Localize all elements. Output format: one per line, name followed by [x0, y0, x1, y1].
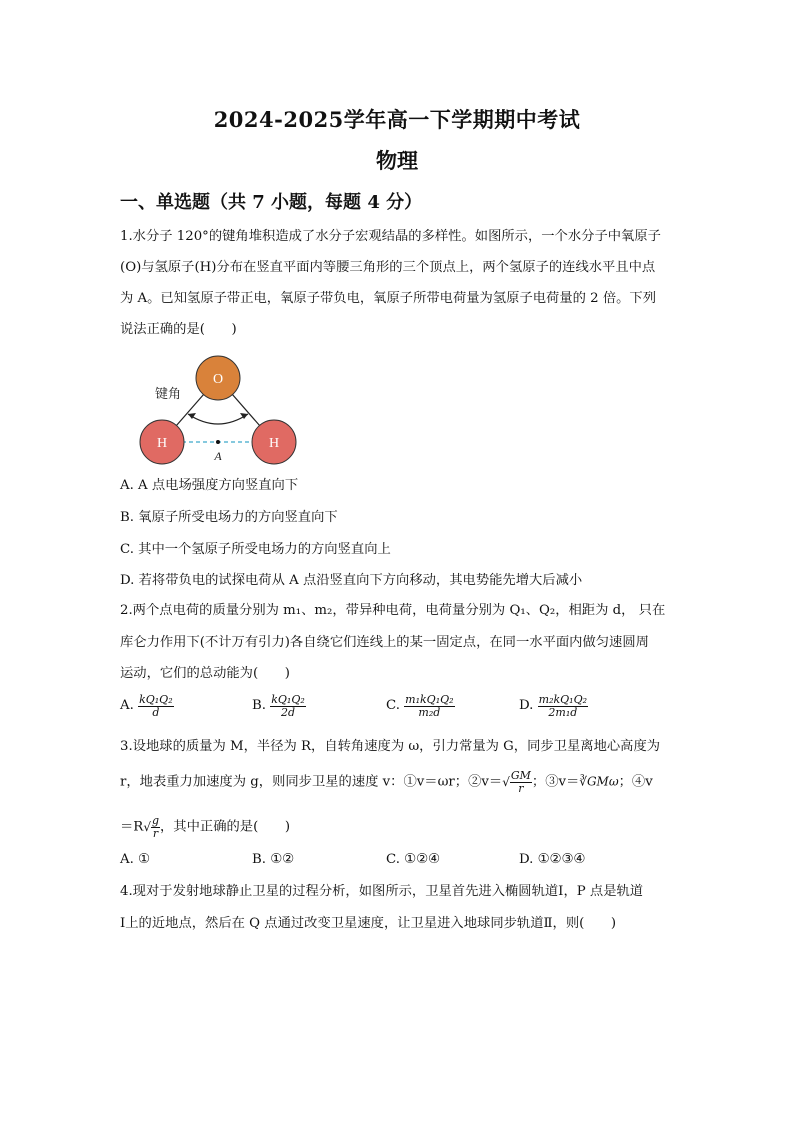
bond-angle-arc — [188, 414, 248, 424]
q1-line-2: (O)与氢原子(H)分布在竖直平面内等腰三角形的三个顶点上，两个氢原子的连线水平且中点 — [120, 260, 656, 275]
q3-line-3-part-a: ＝R — [120, 819, 144, 835]
bond-angle-label: 键角 — [154, 387, 182, 402]
water-molecule-figure — [118, 350, 318, 465]
q2-line-1: 2.两个点电荷的质量分别为 m₁、m₂，带异种电荷，电荷量分别为 Q₁、Q₂，相距为 d， 只在 — [120, 603, 666, 618]
q3-option-b: B. ①② — [252, 852, 295, 867]
q2-option-a-num: kQ₁Q₂ — [139, 693, 173, 706]
q3-fraction-g-r-num: g — [151, 814, 160, 827]
q1-line-3: 为 A。已知氢原子带正电，氧原子带负电，氧原子所带电荷量为氢原子电荷量的 2 倍。下列 — [120, 291, 657, 306]
q3-line-3-part-b: ，其中正确的是( ) — [160, 819, 291, 835]
q2-option-c — [386, 694, 455, 718]
q4-line-1: 4.现对于发射地球静止卫星的过程分析，如图所示，卫星首先进入椭圆轨道Ⅰ，P 点是轨道 — [120, 884, 644, 899]
q2-line-2: 库仑力作用下(不计万有引力)各自绕它们连线上的某一固定点，在同一水平面内做匀速圆周 — [120, 635, 649, 650]
q2-option-b-fraction — [270, 694, 306, 718]
q2-option-c-fraction — [404, 694, 454, 718]
sqrt-gm-over-r: √ $\frac{GM}{r}$ — [502, 769, 531, 795]
q2-option-a-label: A. — [120, 698, 134, 714]
q2-option-d — [519, 694, 588, 718]
q3-fraction-g-r — [151, 815, 160, 839]
q2-option-a-den: d — [152, 705, 160, 719]
q3-line-2-part-c: ；④v — [618, 774, 653, 790]
q1-line-4: 说法正确的是( ) — [120, 322, 237, 337]
q3-option-d: D. ①②③④ — [519, 852, 586, 867]
q2-option-b-num: kQ₁Q₂ — [271, 693, 305, 706]
oxygen-label: O — [212, 372, 224, 387]
q1-line-1: 1.水分子 120°的键角堆积造成了水分子宏观结晶的多样性。如图所示，一个水分子中氧原子 — [120, 229, 661, 244]
section-heading: 一、单选题（共 7 小题，每题 4 分） — [120, 192, 423, 213]
q3-line-2-part-a: r，地表重力加速度为 g，则同步卫星的速度 v：①v＝ωr；②v＝ — [120, 774, 503, 790]
q2-option-b — [252, 694, 306, 718]
q2-option-c-num: m₁kQ₁Q₂ — [405, 693, 454, 706]
q2-option-d-label: D. — [519, 698, 534, 714]
point-a-label: A — [214, 449, 222, 463]
q3-fraction-gm-r-den: r — [518, 781, 524, 795]
q2-option-a — [120, 694, 174, 718]
hydrogen-right-label: H — [268, 436, 280, 451]
q2-option-b-label: B. — [252, 698, 266, 714]
q2-option-d-num: m₂kQ₁Q₂ — [538, 693, 588, 706]
q3-option-c: C. ①②④ — [386, 852, 440, 867]
q1-option-d: D. 若将带负电的试探电荷从 A 点沿竖直向下方向移动，其电势能先增大后减小 — [120, 573, 583, 588]
q2-option-c-label: C. — [386, 698, 400, 714]
q3-option-a: A. ① — [120, 852, 150, 867]
q2-option-b-den: 2d — [280, 705, 296, 719]
subject-title: 物理 — [376, 148, 418, 173]
q2-option-c-den: m₂d — [418, 705, 441, 719]
q1-option-a: A. A 点电场强度方向竖直向下 — [120, 478, 299, 493]
q2-option-d-den: 2m₁d — [548, 705, 578, 719]
point-a-dot — [216, 440, 220, 444]
q1-option-c: C. 其中一个氢原子所受电场力的方向竖直向上 — [120, 542, 391, 557]
q1-option-b: B. 氧原子所受电场力的方向竖直向下 — [120, 510, 338, 525]
q3-fraction-gm-r — [510, 770, 532, 794]
q2-option-a-fraction — [138, 694, 174, 718]
q2-line-3: 运动，它们的总动能为( ) — [120, 666, 290, 681]
cbrt-gm-omega: ∛GMω — [579, 774, 619, 789]
q3-fraction-gm-r-num: GM — [510, 769, 531, 782]
q3-line-1: 3.设地球的质量为 M，半径为 R，自转角速度为 ω，引力常量为 G，同步卫星离地心高度为 — [120, 739, 661, 754]
q3-line-3 — [120, 815, 290, 839]
sqrt-g-over-r: √ $\frac{g}{r}$ — [143, 814, 160, 840]
hydrogen-left-label: H — [156, 436, 168, 451]
q3-line-2 — [120, 770, 653, 794]
q2-option-d-fraction — [538, 694, 588, 718]
q3-fraction-g-r-den: r — [152, 826, 159, 840]
exam-title: 2024-2025学年高一下学期期中考试 — [213, 107, 581, 132]
q3-line-2-part-b: ；③v＝ — [531, 774, 580, 790]
q4-line-2: Ⅰ上的近地点，然后在 Q 点通过改变卫星速度，让卫星进入地球同步轨道Ⅱ，则( ) — [120, 916, 617, 931]
